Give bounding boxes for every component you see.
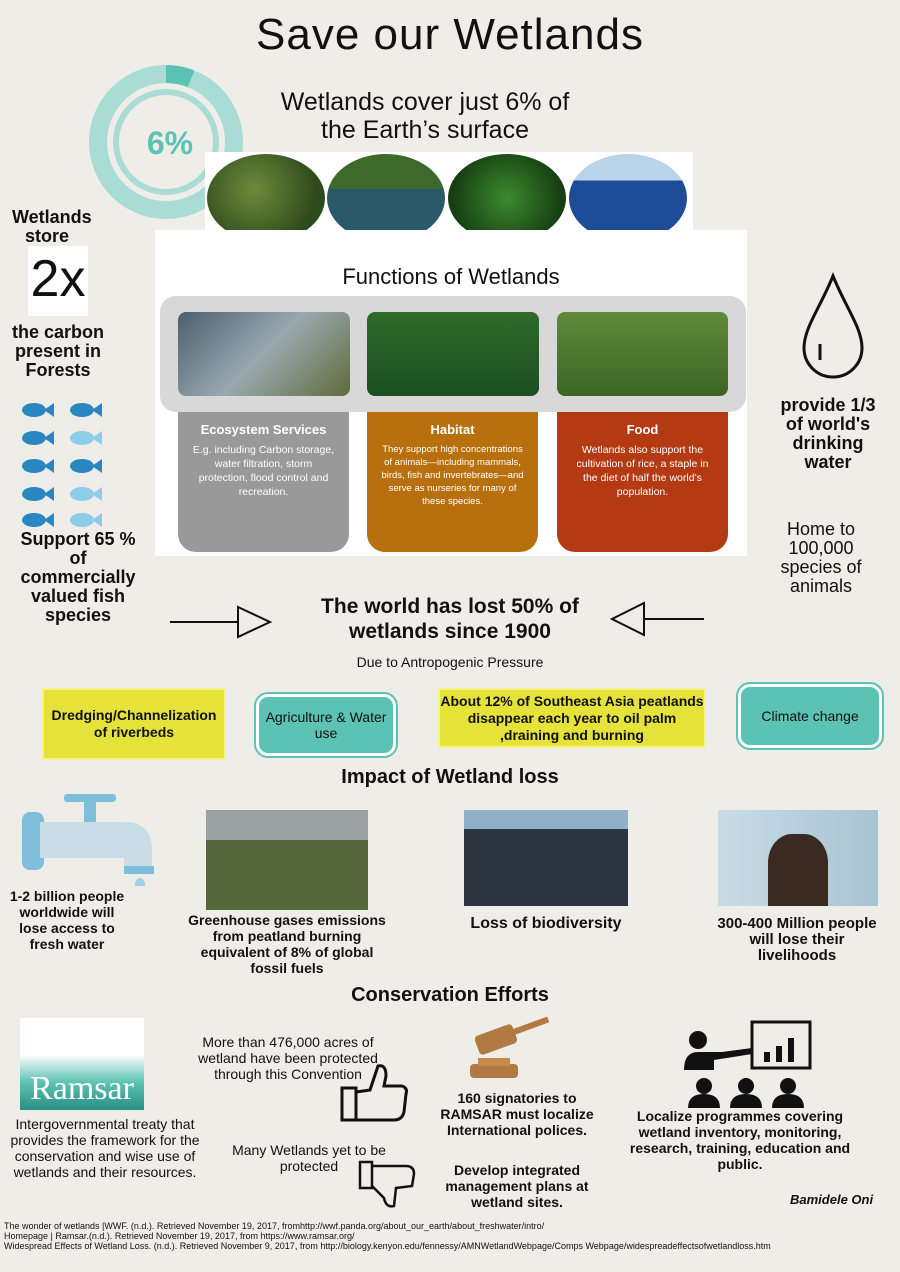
pressure-peatlands: About 12% of Southeast Asia peatlands disappear each year to oil palm ,draining and burning bbox=[438, 688, 706, 748]
coverage-headline: Wetlands cover just 6% of the Earth’s surface bbox=[280, 88, 570, 144]
fish-caption: Support 65 % of commercially valued fish species bbox=[20, 529, 136, 625]
pressure-agriculture: Agriculture & Water use bbox=[256, 694, 396, 756]
impact-livelihoods-text: 300-400 Million people will lose their livelihoods bbox=[717, 915, 877, 964]
reference-item: Widespread Effects of Wetland Loss. (n.d.). Retrieved November 9, 2017, from http://biology.kenyon.edu/fennessy/AMNWetlandWebpage/Comps Webpage/widespreadeffectsofwetlandloss.htm bbox=[4, 1241, 771, 1251]
ramsar-treaty-text: Intergovernmental treaty that provides the framework for the conservation and wise use of wetlands and their resources. bbox=[10, 1116, 200, 1180]
pressure-climate: Climate change bbox=[738, 684, 882, 748]
card-text: They support high concentrations of animals—including mammals, birds, fish and invertebrates—and serve as nurseries for many of these species. bbox=[381, 444, 524, 507]
references bbox=[4, 1221, 894, 1251]
fish-icon-grid bbox=[20, 400, 114, 528]
card-text: Wetlands also support the cultivation of rice, a staple in the diet of half the world’s population. bbox=[576, 444, 709, 498]
unprotected-text: Many Wetlands yet to be protected bbox=[232, 1142, 386, 1174]
reference-item: Homepage | Ramsar.(n.d.). Retrieved November 19, 2017, from https://www.ramsar.org/ bbox=[4, 1231, 355, 1241]
author-credit: Bamidele Oni bbox=[790, 1192, 874, 1207]
thumbs-down-icon bbox=[356, 1160, 418, 1210]
protected-text: More than 476,000 acres of wetland have been protected through this Convention bbox=[198, 1034, 378, 1082]
ecosystem-card bbox=[178, 412, 349, 552]
plans-text: Develop integrated management plans at wetland sites. bbox=[445, 1162, 589, 1210]
fisherman-photo bbox=[718, 810, 878, 906]
pressure-dredging: Dredging/Channelization of riverbeds bbox=[42, 688, 226, 760]
carbon-intro: Wetlands store bbox=[12, 207, 92, 246]
impact-water-text: 1-2 billion people worldwide will lose access to fresh water bbox=[9, 888, 125, 952]
estuary-photo bbox=[569, 154, 687, 242]
fish-icon bbox=[22, 403, 102, 527]
dead-fish-photo bbox=[464, 810, 628, 906]
loss-headline: The world has lost 50% of wetlands since 1900 bbox=[321, 595, 579, 643]
card-text: E.g. including Carbon storage, water filtration, storm protection, flood control and recreation. bbox=[192, 444, 335, 498]
water-caption: provide 1/3 of world's drinking water bbox=[780, 395, 876, 472]
card-heading: Food bbox=[626, 422, 659, 437]
programmes-text: Localize programmes covering wetland inventory, monitoring, research, training, education and public. bbox=[629, 1108, 851, 1172]
arrow-right-icon bbox=[170, 604, 274, 640]
reference-item: The wonder of wetlands |WWF. (n.d.). Retrieved November 19, 2017, fromhttp://wwf.panda.org/about_our_earth/about_freshwater/intro/ bbox=[4, 1221, 545, 1231]
impact-title: Impact of Wetland loss bbox=[341, 766, 559, 788]
ring-percent: 6% bbox=[146, 125, 194, 161]
carbon-multiplier: 2x bbox=[28, 246, 88, 316]
habitat-photo bbox=[367, 312, 539, 396]
impact-emissions-text: Greenhouse gases emissions from peatland burning equivalent of 8% of global fossil fuels bbox=[188, 912, 386, 976]
fish-icon bbox=[70, 431, 102, 527]
card-heading: Ecosystem Services bbox=[200, 422, 327, 437]
conservation-title: Conservation Efforts bbox=[351, 984, 549, 1006]
food-photo bbox=[557, 312, 728, 396]
ecosystem-photo bbox=[178, 312, 350, 396]
page-title: Save our Wetlands bbox=[256, 10, 644, 59]
training-presentation-icon bbox=[680, 1018, 820, 1108]
bog-photo bbox=[327, 154, 445, 242]
signatories-text: 160 signatories to RAMSAR must localize International polices. bbox=[440, 1090, 594, 1138]
functions-title: Functions of Wetlands bbox=[342, 264, 560, 289]
marsh-photo bbox=[448, 154, 566, 242]
card-heading: Habitat bbox=[430, 422, 475, 437]
food-card bbox=[557, 412, 728, 552]
faucet-icon bbox=[20, 786, 156, 886]
ramsar-logo: Ramsar bbox=[20, 1018, 144, 1110]
habitat-card bbox=[367, 412, 538, 552]
gavel-icon bbox=[466, 1016, 556, 1086]
water-drop-icon bbox=[800, 272, 866, 382]
loss-subtitle: Due to Antropogenic Pressure bbox=[356, 654, 544, 670]
peatland-fire-photo bbox=[206, 810, 368, 910]
carbon-caption: the carbon present in Forests bbox=[11, 322, 104, 380]
swamp-photo bbox=[207, 154, 325, 242]
thumbs-up-icon bbox=[338, 1062, 410, 1124]
impact-biodiversity-text: Loss of biodiversity bbox=[470, 915, 622, 932]
species-caption: Home to 100,000 species of animals bbox=[780, 519, 862, 596]
